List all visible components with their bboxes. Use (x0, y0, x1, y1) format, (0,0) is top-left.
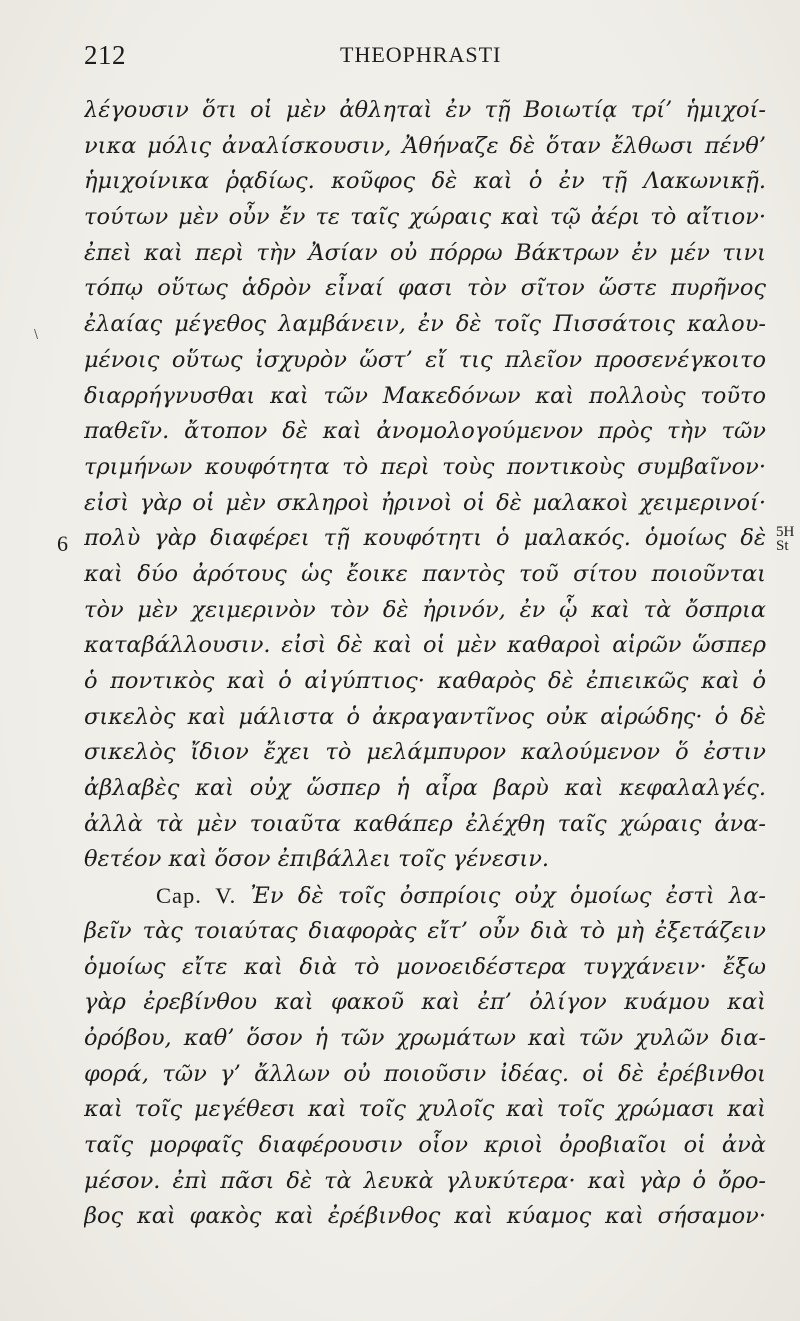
chapter-label: Cap. V. (156, 883, 237, 909)
text-line: ἀβλαβὲς καὶ οὐχ ὥσπερ ἡ αἶρα βαρὺ καὶ κεφαλαλγές. (84, 775, 766, 802)
running-head: THEOPHRASTI (340, 42, 502, 67)
text-line: πολὺ γὰρ διαφέρει τῇ κουφότητι ὁ μαλακός. ὁμοίως δὲ (84, 525, 766, 552)
text-line: θετέον καὶ ὅσον ἐπιβάλλει τοῖς γένεσιν. (84, 846, 550, 873)
text-line: παθεῖν. ἄτοπον δὲ καὶ ἀνομολογούμενον πρὸς τὴν τῶν (84, 418, 766, 445)
text-line: τὸν μὲν χειμερινὸν τὸν δὲ ἠρινόν, ἐν ᾧ καὶ τὰ ὄσπρια (84, 596, 766, 623)
text-line: γὰρ ἐρεβίνθου καὶ φακοῦ καὶ ἐπ’ ὀλίγον κυάμου καὶ (84, 989, 766, 1016)
main-text (84, 93, 766, 1235)
text-line: τριμήνων κουφότητα τὸ περὶ τοὺς ποντικοὺς συμβαῖνον· (84, 453, 766, 480)
text-line: σικελὸς καὶ μάλιστα ὁ ἀκραγαντῖνος οὐκ αἱρώδης· ὁ δὲ (84, 703, 766, 730)
text-line: λέγουσιν ὅτι οἱ μὲν ἀθληταὶ ἐν τῇ Βοιωτίᾳ τρί’ ἡμιχοί- (84, 97, 766, 123)
margin-reference-top: 5H (776, 524, 795, 540)
page-number: 212 (84, 40, 126, 70)
text-line: ἐπεὶ καὶ περὶ τὴν Ἀσίαν οὐ πόρρω Βάκτρων ἐν μέν τινι (84, 239, 766, 266)
text-line: ὁ ποντικὸς καὶ ὁ αἰγύπτιος· καθαρὸς δὲ ἐπιεικῶς καὶ ὁ (84, 668, 766, 694)
text-line: καὶ τοῖς μεγέθεσι καὶ τοῖς χυλοῖς καὶ τοῖς χρώμασι καὶ (84, 1096, 766, 1123)
text-line: διαρρήγνυσθαι καὶ τῶν Μακεδόνων καὶ πολλοὺς τοῦτο (84, 382, 766, 409)
text-line: βος καὶ φακὸς καὶ ἐρέβινθος καὶ κύαμος καὶ σήσαμον· (84, 1203, 766, 1230)
chapter-opening-line (84, 878, 766, 914)
text-line: ἀλλὰ τὰ μὲν τοιαῦτα καθάπερ ἐλέχθη ταῖς χώραις ἀνα- (84, 810, 766, 837)
text-line: ἐλαίας μέγεθος λαμβάνειν, ἐν δὲ τοῖς Πισσάτοις καλου- (84, 311, 766, 338)
text-line: τούτων μὲν οὖν ἔν τε ταῖς χώραις καὶ τῷ ἀέρι τὸ αἴτιον· (84, 204, 766, 231)
text-line: τόπῳ οὕτως ἁδρὸν εἶναί φασι τὸν σῖτον ὥστε πυρῆνος (84, 275, 766, 302)
text-line: μένοις οὕτως ἰσχυρὸν ὥστ’ εἴ τις πλεῖον προσενέγκοιτο (84, 346, 766, 373)
text-line: ὁμοίως εἴτε καὶ διὰ τὸ μονοειδέστερα τυγχάνειν· ἔξω (84, 953, 766, 980)
text-line: εἰσὶ γὰρ οἱ μὲν σκληροὶ ἠρινοὶ οἱ δὲ μαλακοὶ χειμερινοί· (84, 489, 766, 516)
text-line: σικελὸς ἴδιον ἔχει τὸ μελάμπυρον καλούμενον ὅ ἐστιν (84, 739, 766, 766)
margin-reference (776, 525, 794, 553)
margin-mark: \ (34, 327, 39, 341)
chapter-first-line: Ἐν δὲ τοῖς ὀσπρίοις οὐχ ὁμοίως ἐστὶ λα- (250, 883, 766, 910)
margin-reference-bottom: St (776, 538, 789, 554)
text-line: καταβάλλουσιν. εἰσὶ δὲ καὶ οἱ μὲν καθαροὶ αἱρῶν ὥσπερ (84, 632, 766, 659)
text-line: μέσον. ἐπὶ πᾶσι δὲ τὰ λευκὰ γλυκύτερα· καὶ γὰρ ὁ ὄρο- (84, 1167, 766, 1194)
text-line: φορά, τῶν γ’ ἄλλων οὐ ποιοῦσιν ἰδέας. οἱ δὲ ἐρέβινθοι (84, 1060, 766, 1087)
text-line: καὶ δύο ἀρότους ὡς ἔοικε παντὸς τοῦ σίτου ποιοῦνται (84, 560, 766, 587)
page-header (84, 40, 760, 80)
text-line: βεῖν τὰς τοιαύτας διαφορὰς εἴτ’ οὖν διὰ τὸ μὴ ἐξετάζειν (84, 917, 766, 944)
text-line: ταῖς μορφαῖς διαφέρουσιν οἷον κριοὶ ὀροβιαῖοι οἱ ἀνὰ (84, 1131, 766, 1158)
text-line: νικα μόλις ἀναλίσκουσιν, Ἀθήναζε δὲ ὅταν ἔλθωσι πένθ’ (84, 132, 766, 159)
text-line: ὀρόβου, καθ’ ὅσον ἡ τῶν χρωμάτων καὶ τῶν χυλῶν δια- (84, 1024, 766, 1051)
line-number-marker: 6 (57, 531, 68, 556)
text-line: ἡμιχοίνικα ῥᾳδίως. κοῦφος δὲ καὶ ὁ ἐν τῇ Λακωνικῇ. (84, 168, 766, 195)
